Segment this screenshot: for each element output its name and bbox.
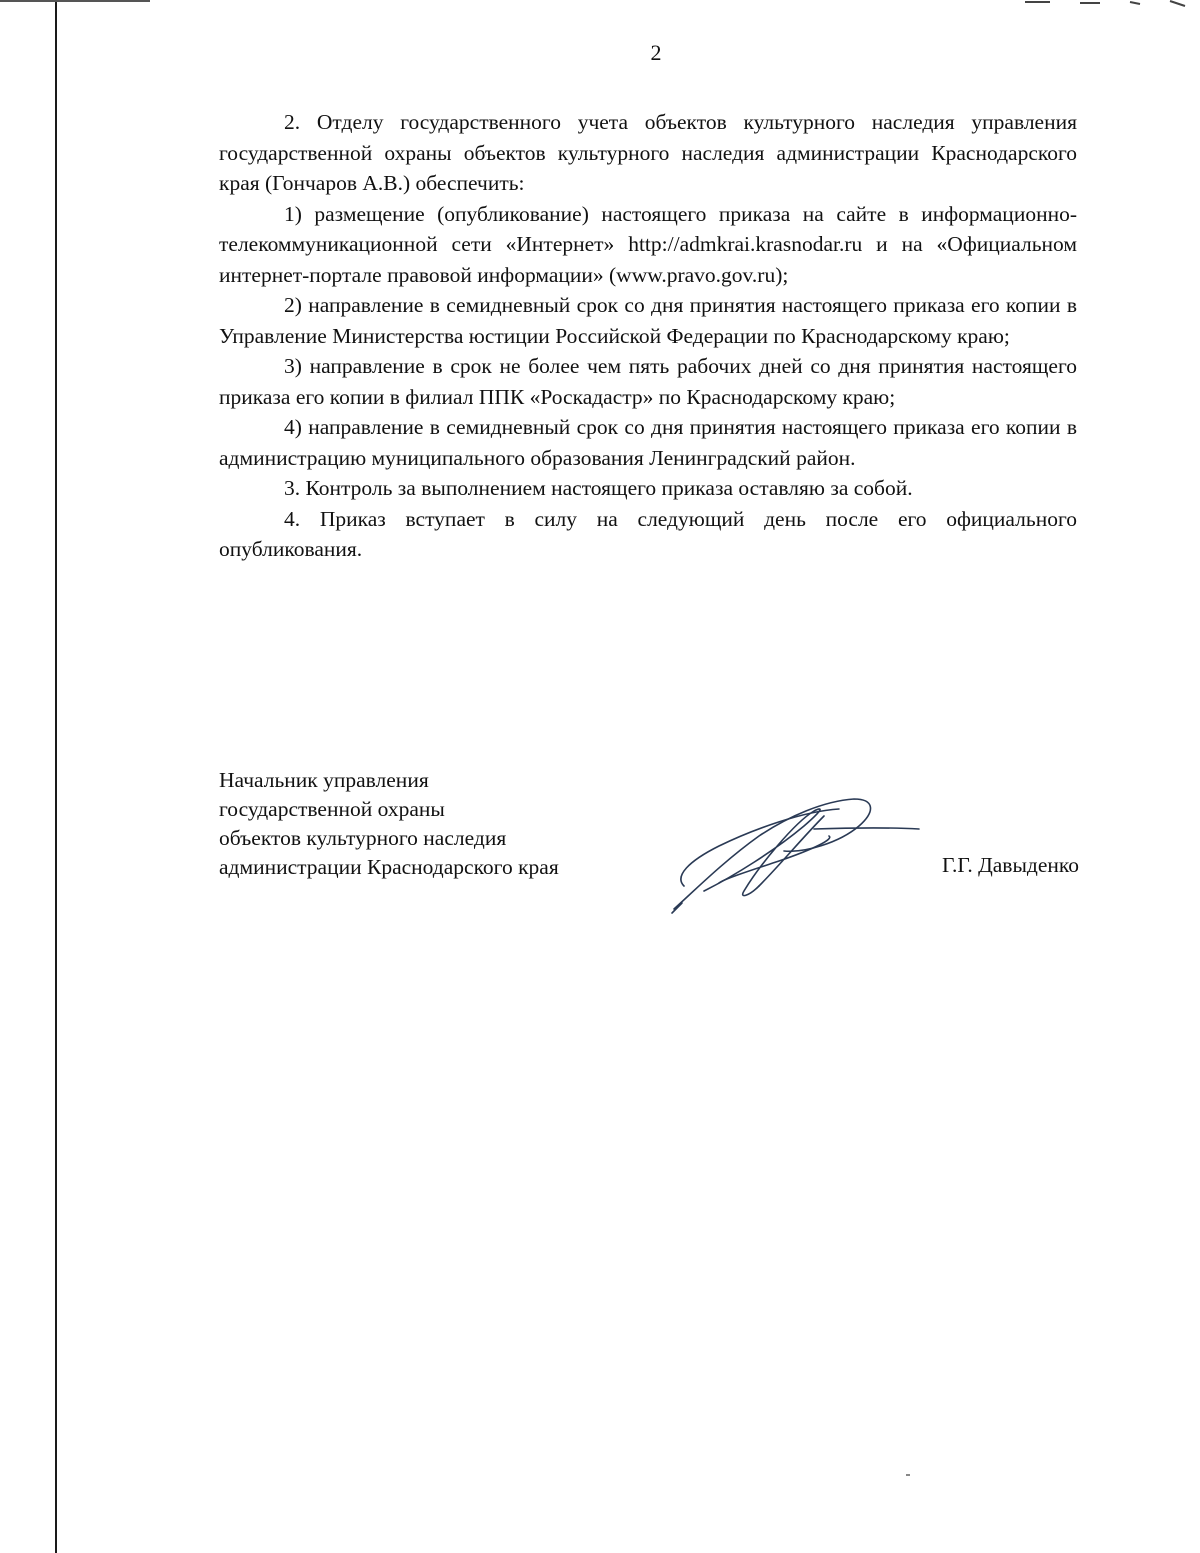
scan-corner-marks xyxy=(1020,0,1200,10)
paragraph-item-2: 2. Отделу государственного учета объектов культурного наследия управления государственной охраны объектов культурного наследия администрации Краснодарского края (Гончаров А.В.) обеспечить: xyxy=(219,110,1077,195)
paragraph-subitem-2: 2) направление в семидневный срок со дня принятия настоящего приказа его копии в Управление Министерства юстиции Российской Федерации по Краснодарскому краю; xyxy=(219,293,1077,348)
paragraph-subitem-1: 1) размещение (опубликование) настоящего приказа на сайте в информационно-телекоммуникационной сети «Интернет» http://admkrai.krasnodar.ru и на «Официальном интернет-портале правовой информации» (www.pravo.gov.ru); xyxy=(219,201,1077,287)
signatory-position-line: объектов культурного наследия xyxy=(219,826,507,850)
scan-left-edge xyxy=(55,0,57,1553)
handwritten-signature xyxy=(664,791,929,916)
signature-block xyxy=(219,766,1079,916)
paragraph-item-3: 3. Контроль за выполнением настоящего приказа оставляю за собой. xyxy=(284,476,913,500)
document-body xyxy=(219,107,1077,565)
signatory-position-line: государственной охраны xyxy=(219,797,445,821)
page-number: 2 xyxy=(650,40,662,65)
paragraph-subitem-3: 3) направление в срок не более чем пять рабочих дней со дня принятия настоящего приказа его копии в филиал ППК «Роскадастр» по Краснодарскому краю; xyxy=(219,354,1077,409)
signatory-position-line: Начальник управления xyxy=(219,768,429,792)
paragraph-subitem-4: 4) направление в семидневный срок со дня принятия настоящего приказа его копии в администрацию муниципального образования Ленинградский район. xyxy=(219,415,1077,470)
paragraph-item-4: 4. Приказ вступает в силу на следующий день после его официального опубликования. xyxy=(219,506,1077,561)
signatory-position-line: администрации Краснодарского края xyxy=(219,855,559,879)
scan-speck xyxy=(906,1474,910,1476)
signatory-name: Г.Г. Давыденко xyxy=(941,853,1079,877)
scan-top-edge xyxy=(0,0,150,2)
signatory-position xyxy=(219,766,559,882)
